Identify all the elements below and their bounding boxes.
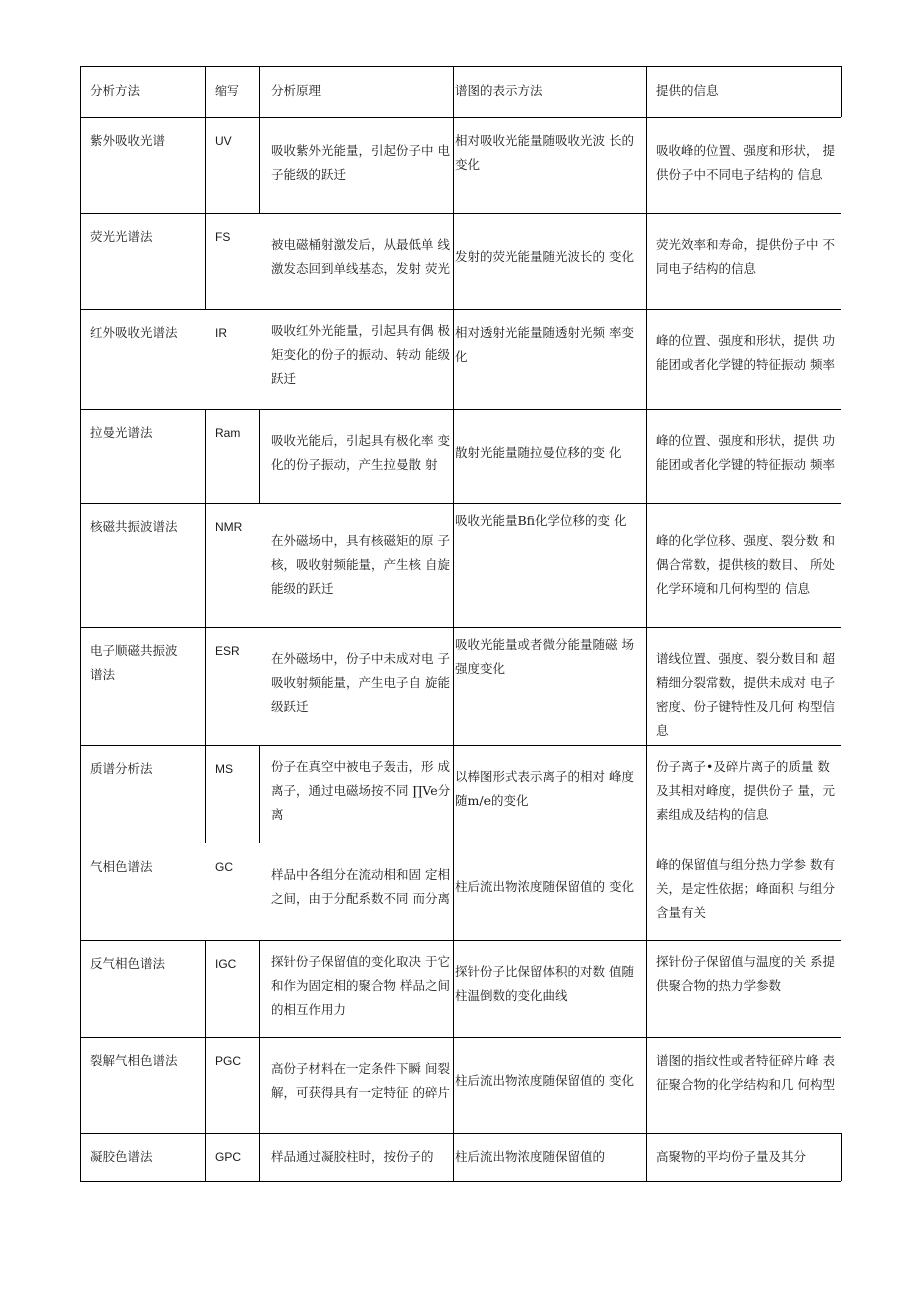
info-cell: 吸收峰的位置、强度和形状， 提供份子中不同电子结构的 信息 bbox=[656, 143, 835, 182]
grid-vline bbox=[646, 66, 647, 1181]
grid-hline bbox=[80, 1133, 841, 1134]
header-info-cell: 提供的信息 bbox=[656, 83, 719, 98]
grid-hline bbox=[80, 627, 841, 628]
grid-vline bbox=[841, 66, 842, 117]
spectrum-cell: 柱后流出物浓度随保留值的 bbox=[455, 1149, 606, 1164]
grid-hline bbox=[80, 940, 841, 941]
abbr-cell: MS bbox=[215, 762, 233, 776]
principle-cell: 高份子材料在一定条件下瞬 间裂解，可获得具有一定特征 的碎片 bbox=[271, 1061, 450, 1100]
spectrum-cell: 柱后流出物浓度随保留值的 变化 bbox=[455, 879, 634, 894]
grid-hline bbox=[80, 1037, 841, 1038]
header-spectrum-cell: 谱图的表示方法 bbox=[455, 83, 543, 98]
grid-vline bbox=[259, 745, 260, 843]
principle-cell: 样品中各组分在流动相和固 定相之间，由于分配系数不同 而分离 bbox=[271, 867, 450, 906]
principle-cell: 在外磁场中，具有核磁矩的原 子核，吸收射频能量，产生核 自旋能级的跃迁 bbox=[271, 533, 450, 596]
info-cell: 谱图的指纹性或者特征碎片峰 表征聚合物的化学结构和几 何构型 bbox=[656, 1053, 835, 1092]
spectrum-cell: 探针份子比保留体积的对数 值随柱温倒数的变化曲线 bbox=[455, 964, 634, 1003]
principle-cell: 吸收红外光能量，引起具有偶 极矩变化的份子的振动、转动 能级跃迁 bbox=[271, 323, 450, 386]
spectrum-cell: 吸收光能量Bfi化学位移的变 化 bbox=[455, 513, 627, 528]
abbr-cell: GPC bbox=[215, 1150, 242, 1164]
info-cell: 峰的位置、强度和形状，提供 功能团或者化学键的特征振动 频率 bbox=[656, 333, 835, 372]
spectrum-cell: 吸收光能量或者微分能量随磁 场强度变化 bbox=[455, 637, 634, 676]
grid-hline bbox=[80, 1181, 841, 1182]
method-cell: 质谱分析法 bbox=[90, 761, 153, 776]
abbr-cell: Ram bbox=[215, 426, 241, 440]
principle-cell: 探针份子保留值的变化取决 于它和作为固定相的聚合物 样品之间的相互作用力 bbox=[271, 954, 450, 1017]
grid-hline bbox=[80, 745, 841, 746]
header-abbr-cell: 缩写 bbox=[215, 84, 240, 98]
abbr-cell: IGC bbox=[215, 957, 237, 971]
method-cell: 裂解气相色谱法 bbox=[90, 1053, 178, 1068]
grid-vline bbox=[205, 940, 206, 1181]
grid-vline bbox=[841, 1133, 842, 1181]
abbr-cell: IR bbox=[215, 326, 227, 340]
method-cell: 拉曼光谱法 bbox=[90, 425, 153, 440]
info-cell: 峰的保留值与组分热力学参 数有关，是定性依据；峰面积 与组分含量有关 bbox=[656, 857, 835, 920]
abbr-cell: GC bbox=[215, 860, 233, 874]
info-cell: 峰的位置、强度和形状，提供 功能团或者化学键的特征振动 频率 bbox=[656, 433, 835, 472]
method-cell: 反气相色谱法 bbox=[90, 956, 166, 971]
grid-vline bbox=[259, 409, 260, 503]
grid-hline bbox=[80, 117, 841, 118]
grid-hline bbox=[80, 213, 841, 214]
abbr-cell: ESR bbox=[215, 644, 240, 658]
grid-vline bbox=[205, 409, 206, 843]
info-cell: 探针份子保留值与温度的关 系提供聚合物的热力学参数 bbox=[656, 954, 835, 993]
grid-hline bbox=[80, 66, 841, 67]
principle-cell: 吸收光能后，引起具有极化率 变化的份子振动，产生拉曼散 射 bbox=[271, 433, 450, 472]
header-principle-cell: 分析原理 bbox=[271, 83, 322, 98]
grid-vline bbox=[259, 940, 260, 1181]
principle-cell: 样品通过凝胶柱时，按份子的 bbox=[271, 1149, 434, 1164]
method-cell: 电子顺磁共振波谱法 bbox=[90, 643, 178, 682]
info-cell: 谱线位置、强度、裂分数目和 超精细分裂常数，提供未成对 电子密度、份子键特性及几何 构型信息 bbox=[656, 651, 835, 738]
abbr-cell: NMR bbox=[215, 520, 243, 534]
spectrum-cell: 以棒图形式表示离子的相对 峰度随m/e的变化 bbox=[455, 769, 634, 808]
grid-hline bbox=[80, 503, 841, 504]
info-cell: 荧光效率和寿命，提供份子中 不同电子结构的信息 bbox=[656, 237, 835, 276]
grid-vline bbox=[259, 66, 260, 213]
spectrum-cell: 相对透射光能量随透射光频 率变化 bbox=[455, 325, 634, 364]
grid-vline bbox=[80, 66, 81, 1181]
method-cell: 气相色谱法 bbox=[90, 859, 153, 874]
abbr-cell: UV bbox=[215, 134, 232, 148]
grid-vline bbox=[205, 66, 206, 309]
principle-cell: 份子在真空中被电子轰击，形 成离子，通过电磁场按不同 ∏Ve分离 bbox=[271, 759, 451, 822]
info-cell: 高聚物的平均份子量及其分 bbox=[656, 1149, 807, 1164]
principle-cell: 在外磁场中，份子中未成对电 子吸收射频能量，产生电子自 旋能级跃迁 bbox=[271, 651, 450, 714]
info-cell: 份子离子•及碎片离子的质量 数及其相对峰度，提供份子 量，元素组成及结构的信息 bbox=[656, 759, 835, 822]
principle-cell: 吸收紫外光能量，引起份子中 电子能级的跃迁 bbox=[271, 143, 450, 182]
header-method-cell: 分析方法 bbox=[90, 83, 141, 98]
spectrum-cell: 柱后流出物浓度随保留值的 变化 bbox=[455, 1073, 634, 1088]
abbr-cell: FS bbox=[215, 230, 231, 244]
spectrum-cell: 相对吸收光能量随吸收光波 长的变化 bbox=[455, 133, 634, 172]
abbr-cell: PGC bbox=[215, 1054, 242, 1068]
method-cell: 紫外吸收光谱 bbox=[90, 133, 166, 148]
method-cell: 红外吸收光谱法 bbox=[90, 325, 178, 340]
method-cell: 凝胶色谱法 bbox=[90, 1149, 153, 1164]
info-cell: 峰的化学位移、强度、裂分数 和偶合常数，提供核的数目、 所处化学环境和几何构型的 信息 bbox=[656, 533, 835, 596]
method-cell: 荧光光谱法 bbox=[90, 229, 153, 244]
spectrum-cell: 发射的荧光能量随光波长的 变化 bbox=[455, 249, 634, 264]
method-cell: 核磁共振波谱法 bbox=[90, 519, 178, 534]
spectrum-cell: 散射光能量随拉曼位移的变 化 bbox=[455, 445, 622, 460]
grid-hline bbox=[80, 409, 841, 410]
principle-cell: 被电磁桶射激发后，从最低单 线激发态回到单线基态，发射 荧光 bbox=[271, 237, 450, 276]
grid-hline bbox=[80, 309, 841, 310]
